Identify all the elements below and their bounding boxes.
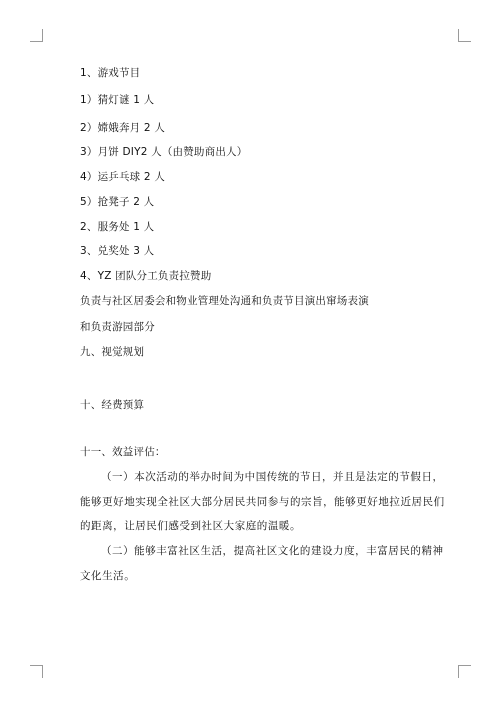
list-item-lantern-riddles: 1）猜灯谜 1 人: [80, 94, 155, 106]
section-benefit-heading: 十一、效益评估：: [80, 446, 166, 458]
team-sponsorship-item: 4、YZ 团队分工负责拉赞助: [80, 270, 212, 282]
section-budget-heading: 十、经费预算: [80, 399, 145, 411]
section-games-heading: 1、游戏节目: [80, 67, 141, 79]
list-item-mooncake-diy: 3）月饼 DIY2 人（由赞助商出人）: [80, 146, 248, 158]
benefit-paragraph-2: （二）能够丰富社区生活，提高社区文化的建设力度，丰富居民的精神文化生活。: [80, 545, 444, 582]
crop-mark-bottom-left: [30, 665, 43, 678]
crop-mark-bottom-right: [458, 665, 471, 678]
prize-desk-item: 3、兑奖处 3 人: [80, 245, 155, 257]
crop-mark-top-left: [30, 29, 43, 42]
service-desk-item: 2、服务处 1 人: [80, 221, 155, 233]
list-item-ping-pong: 4）运乒乓球 2 人: [80, 171, 166, 183]
list-item-musical-chairs: 5）抢凳子 2 人: [80, 196, 155, 208]
team-responsibility-line-1: 负责与社区居委会和物业管理处沟通和负责节目演出窜场表演: [80, 295, 369, 307]
section-visual-planning-heading: 九、视觉规划: [80, 346, 145, 358]
list-item-change-moon: 2）嫦娥奔月 2 人: [80, 122, 166, 134]
benefit-paragraph-1: （一）本次活动的举办时间为中国传统的节日，并且是法定的节假日，能够更好地实现全社区大部分居民共同参与的宗旨，能够更好地拉近居民们的距离，让居民们感受到社区大家庭的温暖。: [80, 471, 445, 532]
team-responsibility-line-2: 和负责游园部分: [80, 321, 155, 333]
crop-mark-top-right: [458, 29, 471, 42]
